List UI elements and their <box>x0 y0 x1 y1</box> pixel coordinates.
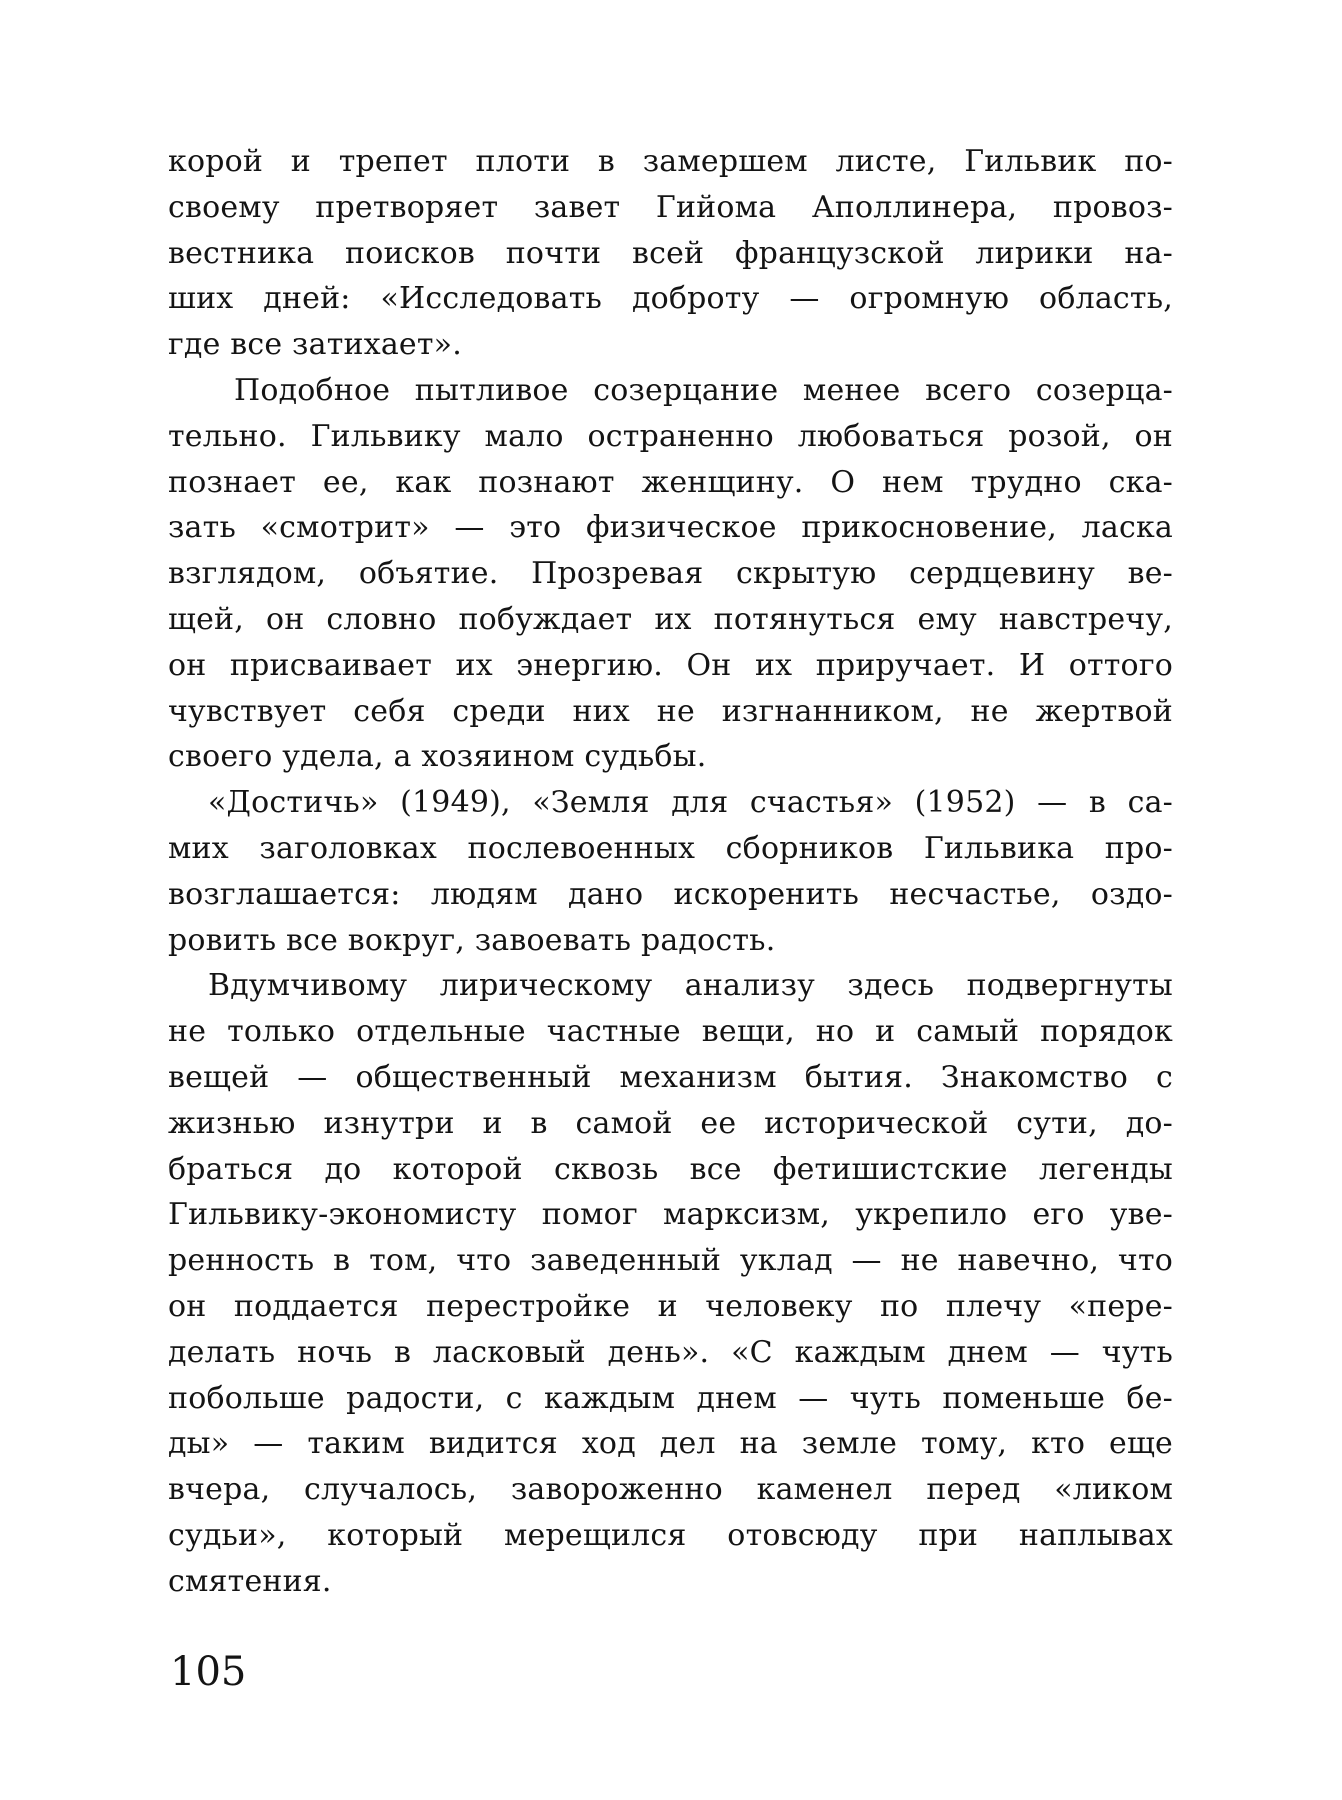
text-line: чувствует себя среди них не изгнанником, не жертвой <box>168 693 1173 729</box>
text-line: ды» — таким видится ход дел на земле тому, кто еще <box>168 1426 1173 1462</box>
text-line: своему претворяет завет Гийома Аполлинера, провоз- <box>168 189 1173 225</box>
text-line: делать ночь в ласковый день». «С каждым днем — чуть <box>168 1334 1173 1370</box>
text-line: познает ее, как познают женщину. О нем трудно ска- <box>168 464 1173 500</box>
text-line: своего удела, а хозяином судьбы. <box>168 739 707 775</box>
text-line: он присваивает их энергию. Он их приручает. И оттого <box>168 647 1173 683</box>
text-line: Гильвику-экономисту помог марксизм, укрепило его уве- <box>168 1197 1173 1233</box>
text-line: побольше радости, с каждым днем — чуть поменьше бе- <box>168 1380 1173 1416</box>
text-line: Подобное пытливое созерцание менее всего созерца- <box>234 372 1173 408</box>
text-line: «Достичь» (1949), «Земля для счастья» (1952) — в са- <box>208 785 1173 821</box>
page-number: 105 <box>170 1649 247 1695</box>
body-text <box>168 139 1173 1605</box>
text-line: тельно. Гильвику мало остраненно любоваться розой, он <box>168 418 1173 454</box>
text-line: корой и трепет плоти в замершем листе, Гильвик по- <box>168 144 1173 179</box>
text-line: Вдумчивому лирическому анализу здесь подвергнуты <box>208 968 1173 1004</box>
text-line: ренность в том, что заведенный уклад — не навечно, что <box>168 1243 1173 1279</box>
text-line: возглашается: людям дано искоренить несчастье, оздо- <box>168 876 1173 912</box>
text-line: где все затихает». <box>168 327 462 363</box>
text-line: ших дней: «Исследовать доброту — огромную область, <box>168 281 1173 317</box>
text-line: он поддается перестройке и человеку по плечу «пере- <box>168 1288 1173 1324</box>
text-line: браться до которой сквозь все фетишистские легенды <box>168 1151 1173 1187</box>
text-line: жизнью изнутри и в самой ее исторической сути, до- <box>168 1105 1173 1141</box>
text-line: ровить все вокруг, завоевать радость. <box>168 922 776 958</box>
text-line: не только отдельные частные вещи, но и самый порядок <box>168 1014 1173 1050</box>
text-line: вещей — общественный механизм бытия. Знакомство с <box>168 1059 1173 1095</box>
text-line: судьи», который мерещился отовсюду при наплывах <box>168 1517 1173 1553</box>
text-line: вестника поисков почти всей французской лирики на- <box>168 235 1173 271</box>
text-line: зать «смотрит» — это физическое прикосновение, ласка <box>168 510 1173 546</box>
text-line: вчера, случалось, завороженно каменел перед «ликом <box>168 1472 1173 1508</box>
text-line: взглядом, объятие. Прозревая скрытую сердцевину ве- <box>168 556 1173 592</box>
text-line: смятения. <box>168 1563 332 1599</box>
text-line: мих заголовках послевоенных сборников Гильвика про- <box>168 830 1173 866</box>
text-line: щей, он словно побуждает их потянуться ему навстречу, <box>168 601 1173 637</box>
